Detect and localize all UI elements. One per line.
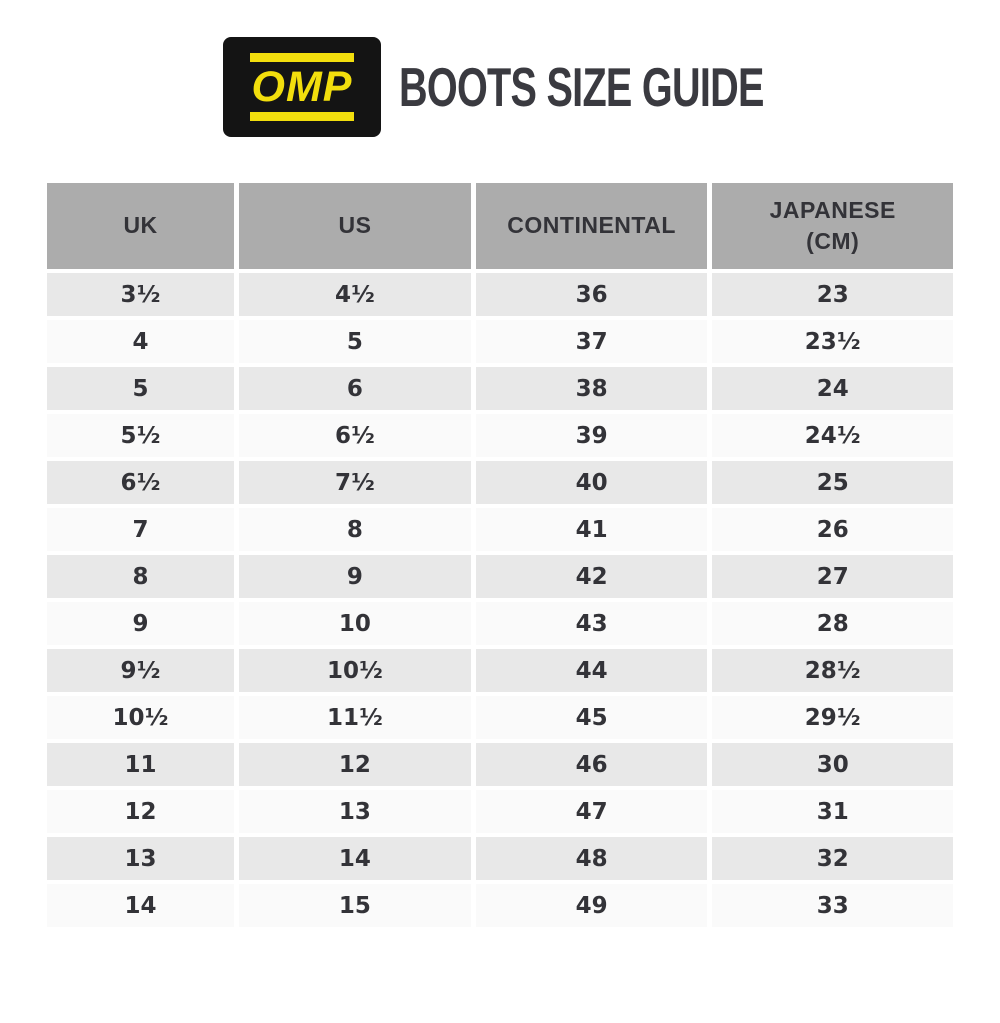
size-cell-continental: 48 — [476, 837, 708, 880]
size-cell-us: 10¹⁄₂ — [239, 649, 471, 692]
size-cell-japanese: 23 — [712, 273, 953, 316]
size-cell-us: 14 — [239, 837, 471, 880]
size-cell-japanese: 24¹⁄₂ — [712, 414, 953, 457]
size-cell-uk: 13 — [47, 837, 234, 880]
size-cell-japanese: 26 — [712, 508, 953, 551]
size-cell-continental: 43 — [476, 602, 708, 645]
size-cell-us: 10 — [239, 602, 471, 645]
size-cell-continental: 46 — [476, 743, 708, 786]
size-cell-us: 7¹⁄₂ — [239, 461, 471, 504]
table-row — [47, 649, 953, 692]
table-row — [47, 555, 953, 598]
column-header-uk: UK — [47, 183, 234, 269]
table-row — [47, 884, 953, 927]
size-cell-us: 6¹⁄₂ — [239, 414, 471, 457]
column-header-us: US — [239, 183, 471, 269]
size-cell-uk: 14 — [47, 884, 234, 927]
header-row — [47, 183, 953, 269]
table-row — [47, 508, 953, 551]
size-cell-us: 12 — [239, 743, 471, 786]
column-header-japanese-unit: (CM) — [806, 228, 860, 254]
size-cell-uk: 11 — [47, 743, 234, 786]
size-cell-japanese: 32 — [712, 837, 953, 880]
brand-header — [0, 37, 1000, 137]
page-title: BOOTS SIZE GUIDE — [399, 56, 764, 118]
size-cell-us: 4¹⁄₂ — [239, 273, 471, 316]
table-row — [47, 367, 953, 410]
table-row — [47, 602, 953, 645]
size-cell-japanese: 27 — [712, 555, 953, 598]
size-cell-japanese: 23¹⁄₂ — [712, 320, 953, 363]
size-cell-us: 9 — [239, 555, 471, 598]
size-cell-continental: 47 — [476, 790, 708, 833]
logo-text: OMP — [251, 62, 353, 111]
size-cell-us: 8 — [239, 508, 471, 551]
size-cell-continental: 41 — [476, 508, 708, 551]
size-cell-uk: 4 — [47, 320, 234, 363]
size-cell-continental: 39 — [476, 414, 708, 457]
size-cell-us: 5 — [239, 320, 471, 363]
logo-bottom-bar — [250, 112, 354, 121]
size-cell-uk: 7 — [47, 508, 234, 551]
size-guide-table — [42, 179, 958, 931]
size-cell-japanese: 29¹⁄₂ — [712, 696, 953, 739]
size-cell-us: 13 — [239, 790, 471, 833]
size-cell-us: 11¹⁄₂ — [239, 696, 471, 739]
table-row — [47, 414, 953, 457]
logo-top-bar — [250, 53, 354, 62]
omp-logo — [223, 37, 381, 137]
title-wrap — [399, 52, 777, 122]
size-cell-japanese: 30 — [712, 743, 953, 786]
table-row — [47, 461, 953, 504]
size-cell-continental: 36 — [476, 273, 708, 316]
size-cell-japanese: 28 — [712, 602, 953, 645]
size-cell-continental: 49 — [476, 884, 708, 927]
table-row — [47, 790, 953, 833]
table-row — [47, 743, 953, 786]
table-row — [47, 320, 953, 363]
size-cell-japanese: 33 — [712, 884, 953, 927]
size-cell-us: 6 — [239, 367, 471, 410]
size-cell-continental: 45 — [476, 696, 708, 739]
column-header-japanese — [712, 183, 953, 269]
size-cell-continental: 37 — [476, 320, 708, 363]
size-cell-japanese: 31 — [712, 790, 953, 833]
table-row — [47, 696, 953, 739]
size-cell-uk: 12 — [47, 790, 234, 833]
size-table-body — [47, 273, 953, 927]
size-cell-uk: 5¹⁄₂ — [47, 414, 234, 457]
size-cell-us: 15 — [239, 884, 471, 927]
size-cell-japanese: 24 — [712, 367, 953, 410]
size-cell-continental: 42 — [476, 555, 708, 598]
size-cell-uk: 9¹⁄₂ — [47, 649, 234, 692]
size-cell-continental: 44 — [476, 649, 708, 692]
size-cell-japanese: 25 — [712, 461, 953, 504]
column-header-continental: CONTINENTAL — [476, 183, 708, 269]
size-cell-uk: 5 — [47, 367, 234, 410]
size-cell-continental: 40 — [476, 461, 708, 504]
table-row — [47, 273, 953, 316]
size-table-head — [47, 183, 953, 269]
size-cell-uk: 10¹⁄₂ — [47, 696, 234, 739]
column-header-japanese-label: JAPANESE — [769, 196, 896, 223]
size-cell-uk: 3¹⁄₂ — [47, 273, 234, 316]
size-cell-japanese: 28¹⁄₂ — [712, 649, 953, 692]
size-cell-uk: 6¹⁄₂ — [47, 461, 234, 504]
size-cell-uk: 8 — [47, 555, 234, 598]
table-row — [47, 837, 953, 880]
size-cell-continental: 38 — [476, 367, 708, 410]
size-cell-uk: 9 — [47, 602, 234, 645]
